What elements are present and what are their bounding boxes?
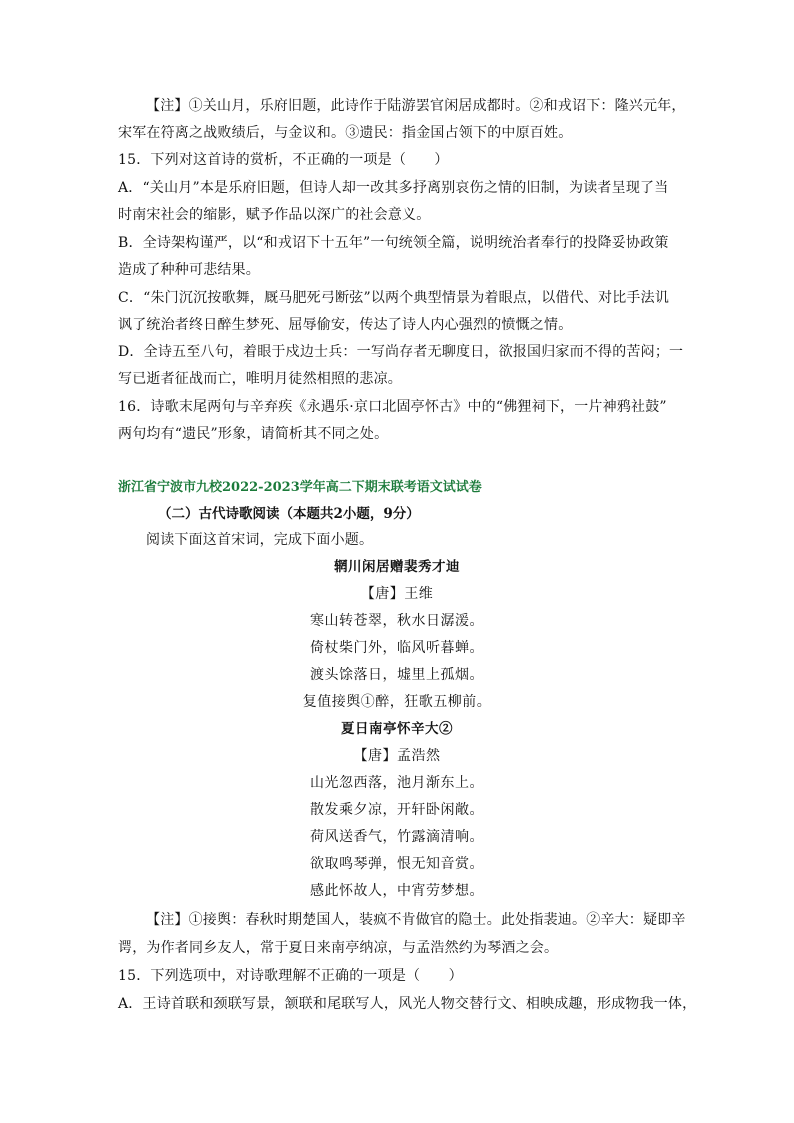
poem-line: 散发乘夕凉，开轩卧闲敞。 [310, 802, 484, 818]
question-15-stem: 15．下列对这首诗的赏析，不正确的一项是（ ） [118, 152, 449, 168]
poem-line: 感此怀故人，中宵劳梦想。 [310, 883, 484, 899]
poem-line: 荷风送香气，竹露滴清响。 [310, 829, 484, 845]
option-d-line: 写已逝者征战而亡，唯明月徒然相照的悲凉。 [118, 371, 402, 387]
poem-line: 欲取鸣琴弹，恨无知音赏。 [310, 856, 484, 872]
poem-line: 倚杖柴门外，临风听暮蝉。 [310, 640, 484, 656]
source-title: 浙江省宁波市九校2022-2023学年高二下期末联考语文试试卷 [118, 480, 482, 495]
poem-line: 寒山转苍翠，秋水日潺湲。 [310, 613, 484, 629]
poem-line: 山光忽西落，池月渐东上。 [310, 775, 484, 791]
option-c-line: 讽了统治者终日醉生梦死、屈辱偷安，传达了诗人内心强烈的愤慨之情。 [118, 317, 573, 333]
poem-title: 辋川闲居赠裴秀才迪 [334, 559, 460, 575]
question-15-stem: 15．下列选项中，对诗歌理解不正确的一项是（ ） [118, 968, 463, 984]
note-line: 谔，为作者同乡友人，常于夏日来南亭纳凉，与孟浩然约为琴酒之会。 [118, 940, 559, 956]
note-line: 宋军在符离之战败绩后，与金议和。③遗民：指金国占领下的中原百姓。 [118, 125, 573, 141]
poem-author: 【唐】王维 [360, 586, 434, 602]
question-16-line: 两句均有“遗民”形象，请简析其不同之处。 [118, 426, 389, 442]
option-b-line: B．全诗架构谨严，以“和戎诏下十五年”一句统领全篇，说明统治者奉行的投降妥协政策 [118, 235, 669, 251]
option-a-line: A．王诗首联和颈联写景，颔联和尾联写人，风光人物交替行文、相映成趣，形成物我一体， [118, 996, 697, 1012]
poem-author: 【唐】孟浩然 [353, 748, 441, 764]
option-c-line: C．“朱门沉沉按歌舞，厩马肥死弓断弦”以两个典型情景为着眼点，以借代、对比手法讥 [118, 290, 670, 306]
note-line: 【注】①关山月，乐府旧题，此诗作于陆游罢官闲居成都时。②和戎诏下：隆兴元年， [146, 98, 686, 114]
section-heading: （二）古代诗歌阅读（本题共2小题，9分） [158, 506, 420, 522]
option-b-line: 造成了种种可悲结果。 [118, 262, 260, 278]
instruction-text: 阅读下面这首宋词，完成下面小题。 [146, 532, 374, 548]
note-line: 【注】①接舆：春秋时期楚国人，装疯不肯做官的隐士。此处指裴迪。②辛大：疑即辛 [146, 912, 686, 928]
option-a-line: A．“关山月”本是乐府旧题，但诗人却一改其多抒离别哀伤之情的旧制，为读者呈现了当 [118, 180, 669, 196]
poem-title: 夏日南亭怀辛大② [341, 721, 453, 737]
option-d-line: D．全诗五至八句，着眼于戍边士兵：一写尚存者无聊度日，欲报国归家而不得的苦闷；一 [118, 344, 684, 360]
option-a-line: 时南宋社会的缩影，赋予作品以深广的社会意义。 [118, 207, 431, 223]
poem-line: 渡头馀落日，墟里上孤烟。 [310, 667, 484, 683]
poem-line: 复值接舆①醉，狂歌五柳前。 [302, 694, 492, 710]
question-16-line: 16．诗歌末尾两句与辛弃疾《永遇乐·京口北固亭怀古》中的“佛狸祠下，一片神鸦社鼓” [118, 399, 667, 415]
